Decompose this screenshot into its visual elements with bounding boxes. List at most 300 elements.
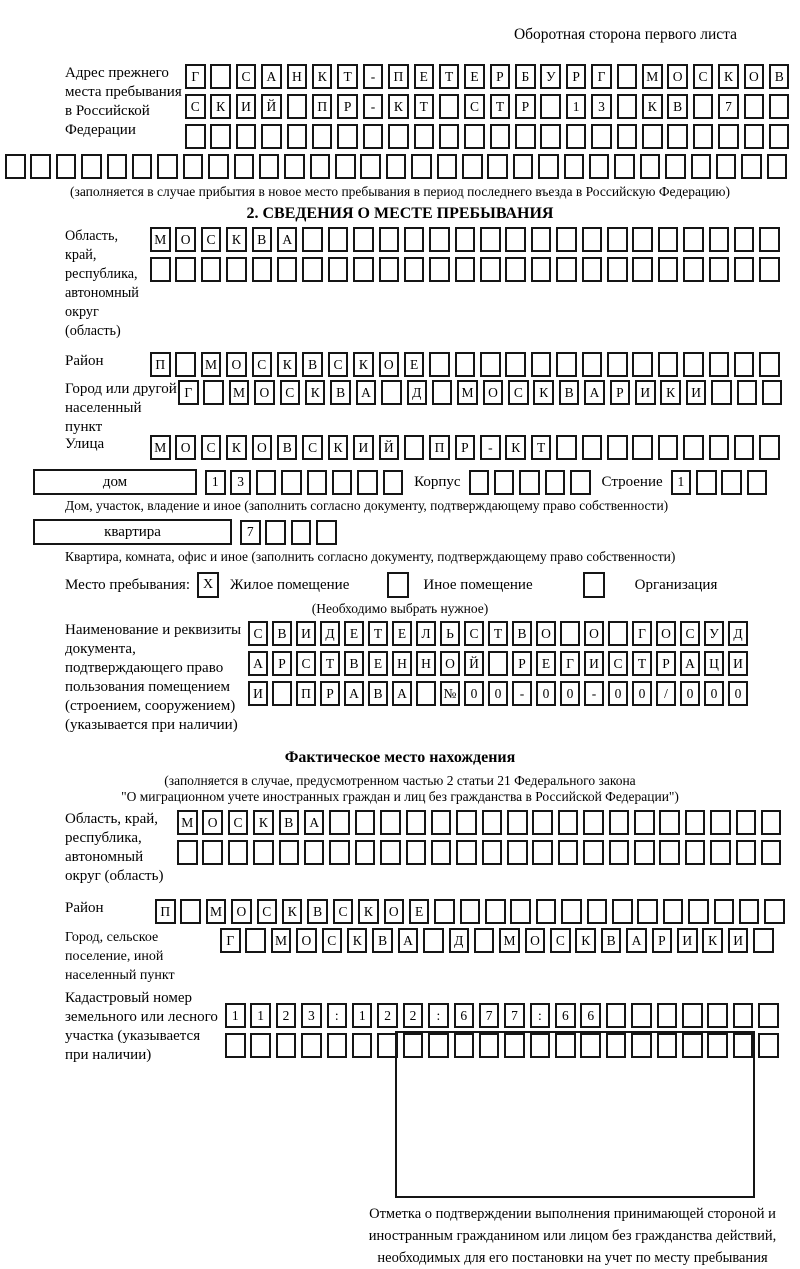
char-box[interactable]: Н xyxy=(392,651,412,676)
char-box[interactable]: / xyxy=(656,681,676,706)
char-box[interactable] xyxy=(480,257,501,282)
char-box[interactable]: О xyxy=(379,352,400,377)
char-box[interactable] xyxy=(485,899,506,924)
char-box[interactable]: : xyxy=(428,1003,449,1028)
char-box[interactable]: Т xyxy=(414,94,435,119)
char-box[interactable] xyxy=(515,124,536,149)
char-box[interactable]: К xyxy=(253,810,274,835)
char-box[interactable]: В xyxy=(368,681,388,706)
char-box[interactable] xyxy=(357,470,378,495)
char-box[interactable]: О xyxy=(252,435,273,460)
char-box[interactable] xyxy=(734,352,755,377)
char-box[interactable] xyxy=(245,928,266,953)
char-box[interactable]: И xyxy=(584,651,604,676)
char-box[interactable] xyxy=(747,470,768,495)
char-box[interactable] xyxy=(683,435,704,460)
char-box[interactable]: К xyxy=(575,928,596,953)
char-box[interactable] xyxy=(464,124,485,149)
char-box[interactable]: С xyxy=(328,352,349,377)
char-box[interactable]: М xyxy=(271,928,292,953)
char-box[interactable]: С xyxy=(322,928,343,953)
char-box[interactable]: О xyxy=(202,810,223,835)
char-box[interactable] xyxy=(657,1003,678,1028)
char-box[interactable]: К xyxy=(533,380,554,405)
char-box[interactable] xyxy=(428,1033,449,1058)
char-box[interactable] xyxy=(180,899,201,924)
char-box[interactable]: А xyxy=(680,651,700,676)
char-box[interactable]: 1 xyxy=(671,470,692,495)
char-box[interactable] xyxy=(714,899,735,924)
char-box[interactable] xyxy=(561,899,582,924)
char-box[interactable]: О xyxy=(667,64,688,89)
char-box[interactable]: У xyxy=(704,621,724,646)
char-box[interactable] xyxy=(429,257,450,282)
char-box[interactable]: Р xyxy=(320,681,340,706)
char-box[interactable] xyxy=(570,470,591,495)
char-box[interactable]: 6 xyxy=(580,1003,601,1028)
char-box[interactable] xyxy=(606,1033,627,1058)
char-box[interactable] xyxy=(505,227,526,252)
char-box[interactable] xyxy=(380,840,401,865)
char-box[interactable]: - xyxy=(584,681,604,706)
char-box[interactable]: О xyxy=(536,621,556,646)
char-box[interactable] xyxy=(406,810,427,835)
char-box[interactable]: Й xyxy=(379,435,400,460)
char-box[interactable] xyxy=(659,840,680,865)
char-box[interactable] xyxy=(210,124,231,149)
char-box[interactable] xyxy=(265,520,286,545)
char-box[interactable] xyxy=(753,928,774,953)
char-box[interactable]: И xyxy=(686,380,707,405)
char-box[interactable]: М xyxy=(229,380,250,405)
char-box[interactable] xyxy=(607,257,628,282)
char-box[interactable] xyxy=(287,94,308,119)
char-box[interactable] xyxy=(759,352,780,377)
char-box[interactable] xyxy=(607,435,628,460)
char-box[interactable] xyxy=(455,227,476,252)
char-box[interactable]: Г xyxy=(220,928,241,953)
char-box[interactable] xyxy=(564,154,585,179)
char-box[interactable] xyxy=(328,257,349,282)
char-box[interactable]: Т xyxy=(632,651,652,676)
char-box[interactable]: 0 xyxy=(632,681,652,706)
char-box[interactable] xyxy=(302,257,323,282)
char-box[interactable] xyxy=(531,352,552,377)
char-box[interactable] xyxy=(556,227,577,252)
char-box[interactable]: В xyxy=(272,621,292,646)
char-box[interactable] xyxy=(632,352,653,377)
char-box[interactable] xyxy=(767,154,788,179)
char-box[interactable] xyxy=(739,899,760,924)
char-box[interactable]: О xyxy=(656,621,676,646)
char-box[interactable] xyxy=(234,154,255,179)
char-box[interactable]: Т xyxy=(320,651,340,676)
char-box[interactable] xyxy=(531,227,552,252)
char-box[interactable] xyxy=(480,352,501,377)
char-box[interactable] xyxy=(741,154,762,179)
char-box[interactable] xyxy=(201,257,222,282)
char-box[interactable]: Р xyxy=(512,651,532,676)
char-box[interactable]: Т xyxy=(531,435,552,460)
char-box[interactable] xyxy=(744,124,765,149)
char-box[interactable]: 6 xyxy=(454,1003,475,1028)
char-box[interactable]: С xyxy=(201,435,222,460)
char-box[interactable]: Р xyxy=(490,64,511,89)
char-box[interactable] xyxy=(665,154,686,179)
char-box[interactable]: Р xyxy=(455,435,476,460)
char-box[interactable] xyxy=(284,154,305,179)
char-box[interactable]: Т xyxy=(439,64,460,89)
char-box[interactable] xyxy=(637,899,658,924)
char-box[interactable] xyxy=(236,124,257,149)
char-box[interactable]: С xyxy=(508,380,529,405)
char-box[interactable] xyxy=(482,840,503,865)
char-box[interactable]: Р xyxy=(610,380,631,405)
char-box[interactable] xyxy=(312,124,333,149)
char-box[interactable] xyxy=(736,810,757,835)
char-box[interactable] xyxy=(683,257,704,282)
char-box[interactable]: С xyxy=(252,352,273,377)
char-box[interactable]: И xyxy=(677,928,698,953)
char-box[interactable]: 0 xyxy=(608,681,628,706)
char-box[interactable]: С xyxy=(608,651,628,676)
char-box[interactable] xyxy=(683,352,704,377)
char-box[interactable] xyxy=(355,840,376,865)
char-box[interactable]: А xyxy=(626,928,647,953)
char-box[interactable] xyxy=(709,435,730,460)
char-box[interactable]: О xyxy=(525,928,546,953)
char-box[interactable] xyxy=(177,840,198,865)
char-box[interactable] xyxy=(734,227,755,252)
char-box[interactable] xyxy=(210,64,231,89)
char-box[interactable] xyxy=(429,352,450,377)
char-box[interactable] xyxy=(507,810,528,835)
char-box[interactable]: К xyxy=(282,899,303,924)
char-box[interactable] xyxy=(132,154,153,179)
char-box[interactable]: К xyxy=(305,380,326,405)
char-box[interactable]: Ц xyxy=(704,651,724,676)
char-box[interactable] xyxy=(363,124,384,149)
char-box[interactable] xyxy=(693,124,714,149)
char-box[interactable] xyxy=(383,470,404,495)
char-box[interactable]: Г xyxy=(591,64,612,89)
char-box[interactable] xyxy=(560,621,580,646)
char-box[interactable]: 7 xyxy=(504,1003,525,1028)
char-box[interactable]: Т xyxy=(488,621,508,646)
char-box[interactable]: В xyxy=(302,352,323,377)
char-box[interactable]: А xyxy=(584,380,605,405)
char-box[interactable] xyxy=(582,227,603,252)
char-box[interactable] xyxy=(667,124,688,149)
char-box[interactable]: М xyxy=(642,64,663,89)
char-box[interactable] xyxy=(437,154,458,179)
char-box[interactable]: - xyxy=(363,94,384,119)
char-box[interactable] xyxy=(175,257,196,282)
char-box[interactable]: А xyxy=(277,227,298,252)
char-box[interactable]: С xyxy=(333,899,354,924)
char-box[interactable] xyxy=(519,470,540,495)
char-box[interactable]: В xyxy=(277,435,298,460)
char-box[interactable] xyxy=(709,257,730,282)
checkbox-residential[interactable]: X xyxy=(197,572,219,598)
char-box[interactable] xyxy=(429,227,450,252)
char-box[interactable] xyxy=(302,227,323,252)
char-box[interactable]: Т xyxy=(368,621,388,646)
char-box[interactable]: Е xyxy=(404,352,425,377)
char-box[interactable]: 1 xyxy=(352,1003,373,1028)
char-box[interactable] xyxy=(683,227,704,252)
char-box[interactable]: П xyxy=(296,681,316,706)
char-box[interactable] xyxy=(353,227,374,252)
char-box[interactable] xyxy=(256,470,277,495)
char-box[interactable] xyxy=(456,810,477,835)
char-box[interactable]: М xyxy=(177,810,198,835)
char-box[interactable]: О xyxy=(584,621,604,646)
char-box[interactable]: : xyxy=(530,1003,551,1028)
char-box[interactable] xyxy=(510,899,531,924)
char-box[interactable] xyxy=(432,380,453,405)
char-box[interactable] xyxy=(281,470,302,495)
char-box[interactable]: В xyxy=(307,899,328,924)
char-box[interactable]: П xyxy=(312,94,333,119)
char-box[interactable] xyxy=(329,810,350,835)
char-box[interactable] xyxy=(555,1033,576,1058)
char-box[interactable]: 3 xyxy=(230,470,251,495)
char-box[interactable] xyxy=(642,124,663,149)
char-box[interactable]: Е xyxy=(344,621,364,646)
char-box[interactable]: А xyxy=(248,651,268,676)
char-box[interactable] xyxy=(631,1003,652,1028)
char-box[interactable] xyxy=(225,1033,246,1058)
char-box[interactable] xyxy=(469,470,490,495)
char-box[interactable]: С xyxy=(280,380,301,405)
char-box[interactable] xyxy=(183,154,204,179)
char-box[interactable] xyxy=(353,257,374,282)
char-box[interactable] xyxy=(556,435,577,460)
char-box[interactable] xyxy=(455,352,476,377)
char-box[interactable] xyxy=(707,1003,728,1028)
char-box[interactable]: Й xyxy=(261,94,282,119)
char-box[interactable]: А xyxy=(392,681,412,706)
char-box[interactable]: К xyxy=(226,227,247,252)
char-box[interactable] xyxy=(617,64,638,89)
char-box[interactable] xyxy=(582,435,603,460)
char-box[interactable]: К xyxy=(358,899,379,924)
char-box[interactable] xyxy=(490,124,511,149)
char-box[interactable] xyxy=(456,840,477,865)
char-box[interactable]: К xyxy=(505,435,526,460)
char-box[interactable] xyxy=(380,810,401,835)
char-box[interactable] xyxy=(327,1033,348,1058)
char-box[interactable]: Р xyxy=(337,94,358,119)
char-box[interactable] xyxy=(634,810,655,835)
char-box[interactable]: Е xyxy=(409,899,430,924)
char-box[interactable]: Р xyxy=(515,94,536,119)
char-box[interactable]: № xyxy=(440,681,460,706)
char-box[interactable] xyxy=(403,1033,424,1058)
char-box[interactable] xyxy=(733,1003,754,1028)
char-box[interactable] xyxy=(658,352,679,377)
char-box[interactable] xyxy=(431,810,452,835)
char-box[interactable] xyxy=(431,840,452,865)
char-box[interactable] xyxy=(328,227,349,252)
char-box[interactable] xyxy=(474,928,495,953)
char-box[interactable]: С xyxy=(228,810,249,835)
char-box[interactable] xyxy=(769,94,790,119)
char-box[interactable] xyxy=(150,257,171,282)
char-box[interactable] xyxy=(261,124,282,149)
char-box[interactable]: П xyxy=(388,64,409,89)
char-box[interactable]: У xyxy=(540,64,561,89)
char-box[interactable]: 2 xyxy=(276,1003,297,1028)
char-box[interactable] xyxy=(352,1033,373,1058)
char-box[interactable]: С xyxy=(464,621,484,646)
char-box[interactable]: К xyxy=(347,928,368,953)
char-box[interactable]: 0 xyxy=(488,681,508,706)
house-type-box[interactable]: дом xyxy=(33,469,197,495)
char-box[interactable] xyxy=(538,154,559,179)
char-box[interactable]: О xyxy=(483,380,504,405)
char-box[interactable] xyxy=(631,1033,652,1058)
char-box[interactable] xyxy=(634,840,655,865)
char-box[interactable]: Б xyxy=(515,64,536,89)
char-box[interactable]: М xyxy=(457,380,478,405)
char-box[interactable] xyxy=(272,681,292,706)
char-box[interactable] xyxy=(287,124,308,149)
char-box[interactable]: О xyxy=(175,435,196,460)
char-box[interactable]: Р xyxy=(656,651,676,676)
char-box[interactable] xyxy=(329,840,350,865)
char-box[interactable] xyxy=(709,352,730,377)
char-box[interactable] xyxy=(406,840,427,865)
char-box[interactable]: Т xyxy=(490,94,511,119)
char-box[interactable]: А xyxy=(304,810,325,835)
char-box[interactable] xyxy=(307,470,328,495)
char-box[interactable]: - xyxy=(363,64,384,89)
char-box[interactable] xyxy=(494,470,515,495)
char-box[interactable]: А xyxy=(356,380,377,405)
char-box[interactable]: 1 xyxy=(566,94,587,119)
char-box[interactable]: Д xyxy=(728,621,748,646)
char-box[interactable] xyxy=(691,154,712,179)
char-box[interactable]: В xyxy=(559,380,580,405)
char-box[interactable]: 0 xyxy=(464,681,484,706)
char-box[interactable] xyxy=(411,154,432,179)
char-box[interactable]: К xyxy=(702,928,723,953)
char-box[interactable] xyxy=(566,124,587,149)
char-box[interactable] xyxy=(556,257,577,282)
char-box[interactable] xyxy=(762,380,783,405)
char-box[interactable] xyxy=(764,899,785,924)
char-box[interactable] xyxy=(202,840,223,865)
char-box[interactable]: О xyxy=(744,64,765,89)
char-box[interactable] xyxy=(721,470,742,495)
char-box[interactable]: Н xyxy=(287,64,308,89)
char-box[interactable] xyxy=(276,1033,297,1058)
char-box[interactable] xyxy=(259,154,280,179)
char-box[interactable]: 2 xyxy=(403,1003,424,1028)
char-box[interactable]: С xyxy=(464,94,485,119)
char-box[interactable]: К xyxy=(277,352,298,377)
char-box[interactable] xyxy=(439,124,460,149)
char-box[interactable]: 7 xyxy=(718,94,739,119)
char-box[interactable] xyxy=(744,94,765,119)
char-box[interactable] xyxy=(607,352,628,377)
char-box[interactable] xyxy=(532,810,553,835)
char-box[interactable] xyxy=(360,154,381,179)
char-box[interactable] xyxy=(381,380,402,405)
char-box[interactable] xyxy=(709,227,730,252)
char-box[interactable] xyxy=(696,470,717,495)
char-box[interactable] xyxy=(632,257,653,282)
char-box[interactable] xyxy=(81,154,102,179)
char-box[interactable] xyxy=(707,1033,728,1058)
char-box[interactable]: Д xyxy=(449,928,470,953)
char-box[interactable]: И xyxy=(728,651,748,676)
char-box[interactable] xyxy=(540,124,561,149)
char-box[interactable] xyxy=(507,840,528,865)
char-box[interactable]: В xyxy=(252,227,273,252)
char-box[interactable] xyxy=(203,380,224,405)
char-box[interactable] xyxy=(423,928,444,953)
char-box[interactable]: С xyxy=(693,64,714,89)
char-box[interactable] xyxy=(416,681,436,706)
char-box[interactable] xyxy=(531,257,552,282)
char-box[interactable]: Й xyxy=(464,651,484,676)
char-box[interactable] xyxy=(545,470,566,495)
char-box[interactable]: Д xyxy=(320,621,340,646)
char-box[interactable] xyxy=(617,124,638,149)
char-box[interactable] xyxy=(250,1033,271,1058)
char-box[interactable] xyxy=(609,840,630,865)
char-box[interactable]: Р xyxy=(272,651,292,676)
char-box[interactable]: К xyxy=(210,94,231,119)
char-box[interactable] xyxy=(404,227,425,252)
char-box[interactable] xyxy=(583,840,604,865)
char-box[interactable] xyxy=(591,124,612,149)
char-box[interactable]: О xyxy=(296,928,317,953)
char-box[interactable]: - xyxy=(512,681,532,706)
char-box[interactable]: О xyxy=(384,899,405,924)
char-box[interactable] xyxy=(480,227,501,252)
char-box[interactable]: 1 xyxy=(225,1003,246,1028)
char-box[interactable] xyxy=(734,435,755,460)
char-box[interactable] xyxy=(277,257,298,282)
char-box[interactable] xyxy=(540,94,561,119)
char-box[interactable] xyxy=(530,1033,551,1058)
char-box[interactable]: 7 xyxy=(240,520,261,545)
char-box[interactable] xyxy=(657,1033,678,1058)
char-box[interactable] xyxy=(404,257,425,282)
char-box[interactable]: А xyxy=(398,928,419,953)
char-box[interactable]: А xyxy=(261,64,282,89)
char-box[interactable] xyxy=(711,380,732,405)
char-box[interactable] xyxy=(710,810,731,835)
char-box[interactable]: К xyxy=(718,64,739,89)
char-box[interactable]: С xyxy=(680,621,700,646)
char-box[interactable] xyxy=(316,520,337,545)
char-box[interactable] xyxy=(761,810,782,835)
char-box[interactable]: Г xyxy=(185,64,206,89)
char-box[interactable] xyxy=(759,257,780,282)
char-box[interactable] xyxy=(279,840,300,865)
checkbox-organization[interactable] xyxy=(583,572,605,598)
char-box[interactable]: 0 xyxy=(728,681,748,706)
char-box[interactable]: С xyxy=(550,928,571,953)
char-box[interactable]: С xyxy=(201,227,222,252)
char-box[interactable] xyxy=(659,810,680,835)
char-box[interactable] xyxy=(734,257,755,282)
